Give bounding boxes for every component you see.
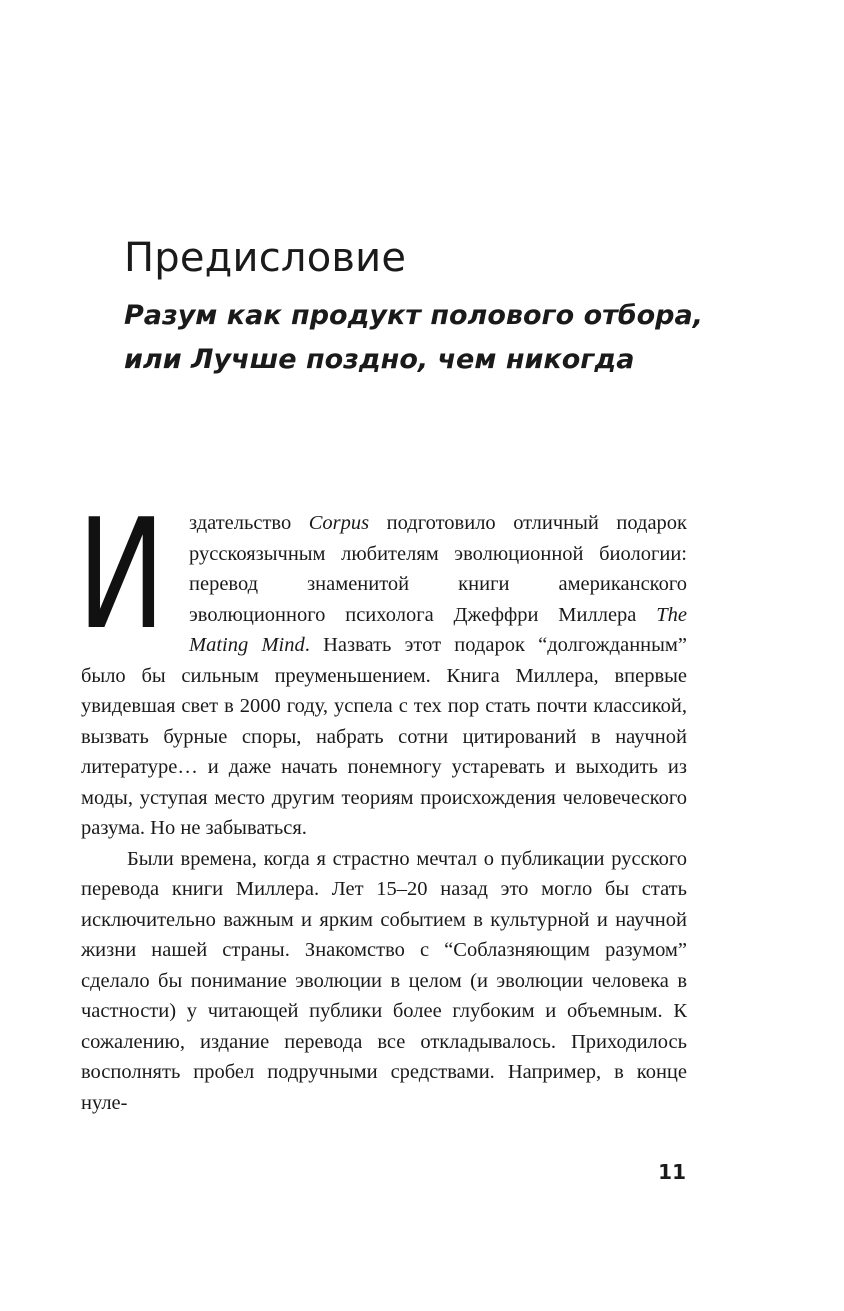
page-number: 11	[658, 1160, 686, 1184]
body-text	[77, 486, 688, 1118]
subtitle-line-2: или Лучше поздно, чем никогда	[124, 344, 635, 375]
book-title: The Mating Mind	[189, 603, 687, 656]
paragraph-1	[77, 486, 688, 844]
paragraph-2: Были времена, когда я страстно мечтал о публикации русского перевода книги Миллера. Лет 15–20 назад это могло бы стать исключительно важным и ярким событием в культурной и научной жизни нашей страны. Знакомство с “Соблазняющим разумом” сделало бы понимание эволюции в целом (и эволюции человека в частности) у читающей публики более глубоким и объемным. К сожалению, издание перевода все откладывалось. Приходилось восполнять пробел подручными средствами. Например, в конце нуле-	[81, 847, 687, 1114]
subtitle-line-1: Разум как продукт полового отбора,	[124, 300, 703, 331]
chapter-title: Предисловие	[124, 235, 407, 281]
paragraph-1-text-c: . Назвать этот подарок “долгожданным” было бы сильным преуменьшением. Книга Миллера, впервые увидевшая свет в 2000 году, успела с тех пор стать почти классикой, вызвать бурные споры, набрать сотни цитирований в научной литературе… и даже начать понемногу устаревать и выходить из моды, уступая место другим теориям происхождения человеческого разума. Но не забываться.	[81, 634, 687, 839]
paragraph-1-text-a: здательство	[189, 512, 309, 534]
drop-cap: И	[77, 486, 166, 663]
publisher-name: Corpus	[308, 512, 370, 534]
paragraph-1-text-b: подготовило отличный подарок русскоязычным любителям эволюционной биологии: перевод знаменитой книги американского эволюционного психолога Джеффри Миллера	[189, 512, 688, 626]
chapter-subtitle	[124, 294, 703, 382]
